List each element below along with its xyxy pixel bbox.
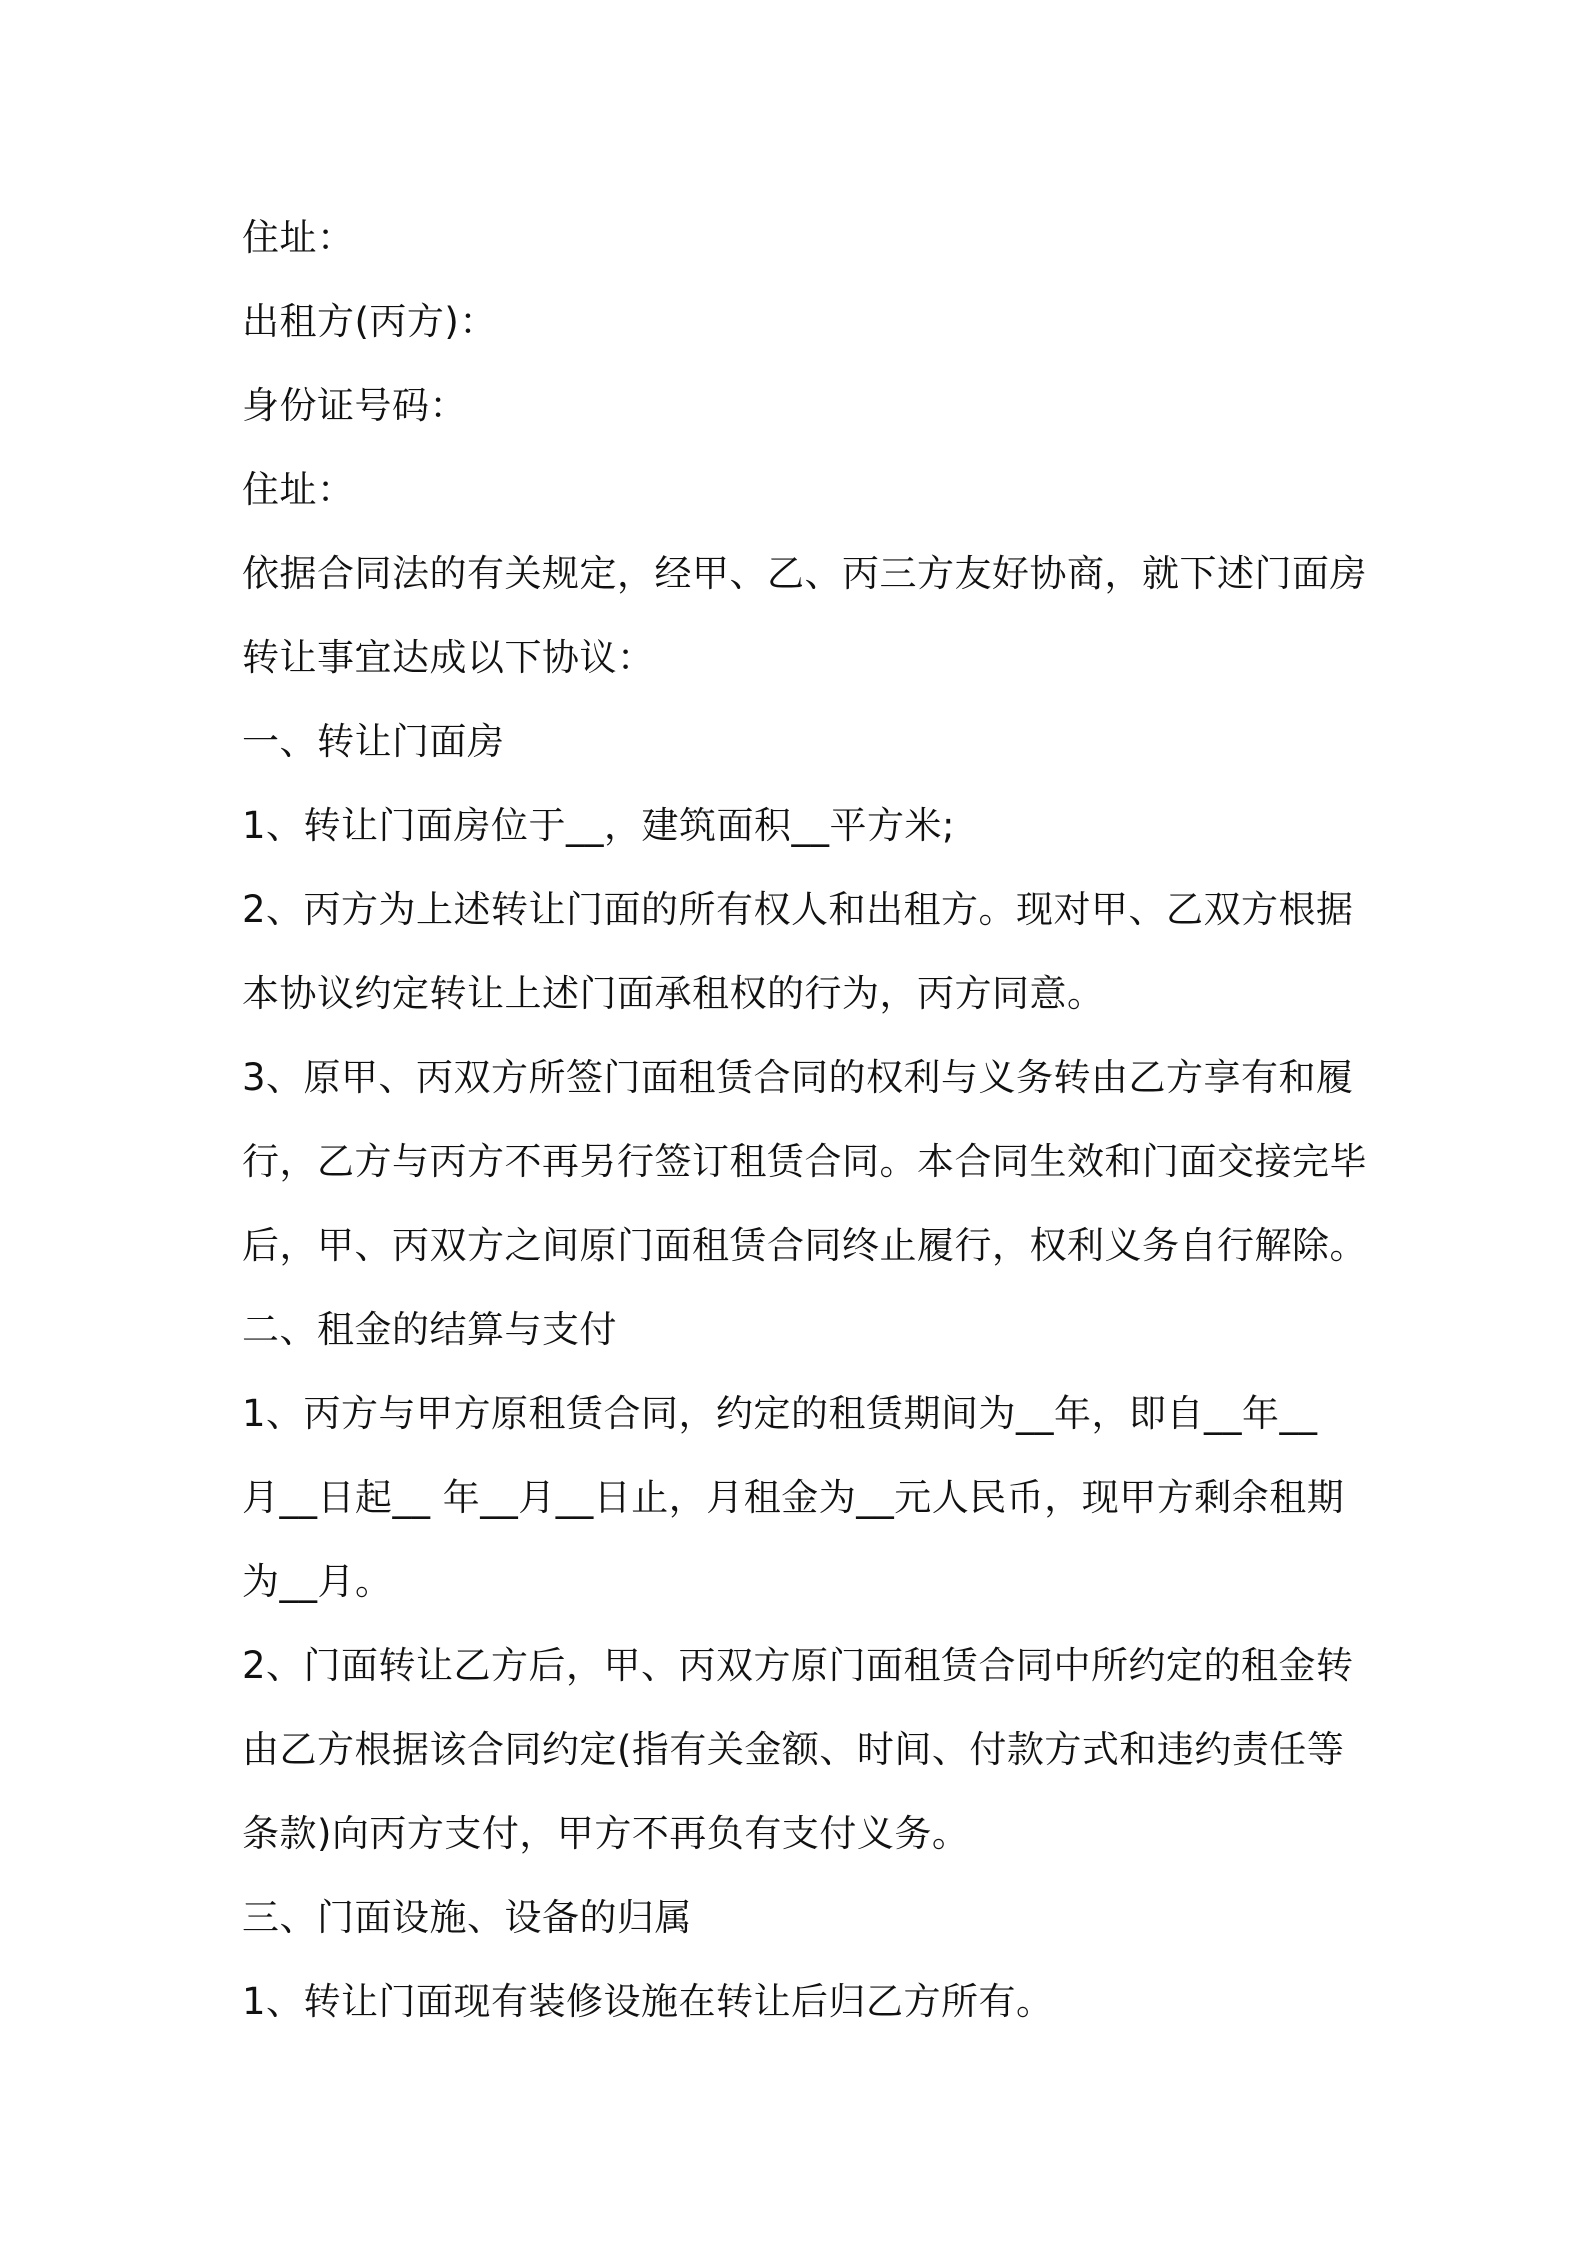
preamble-line-2: 转让事宜达成以下协议： xyxy=(242,636,655,679)
field-lessor-line: 出租方(丙方)： xyxy=(242,300,497,343)
clause-1-2-line-2: 本协议约定转让上述门面承租权的行为，丙方同意。 xyxy=(242,972,1105,1015)
clause-3-1: 1、转让门面现有装修设施在转让后归乙方所有。 xyxy=(242,1980,1054,2023)
clause-2-1-line-2: 月__日起__ 年__月__日止，月租金为__元人民币，现甲方剩余租期 xyxy=(242,1476,1345,1519)
section-heading-2: 二、租金的结算与支付 xyxy=(242,1308,617,1351)
clause-2-2-line-1: 2、门面转让乙方后，甲、丙双方原门面租赁合同中所约定的租金转 xyxy=(242,1644,1354,1687)
field-address-line: 住址： xyxy=(242,216,355,259)
contract-text xyxy=(242,196,1367,2044)
clause-1-3-line-1: 3、原甲、丙双方所签门面租赁合同的权利与义务转由乙方享有和履 xyxy=(242,1056,1354,1099)
clause-2-2-line-2: 由乙方根据该合同约定(指有关金额、时间、付款方式和违约责任等 xyxy=(242,1728,1345,1771)
clause-1-3-line-2: 行，乙方与丙方不再另行签订租赁合同。本合同生效和门面交接完毕 xyxy=(242,1140,1367,1183)
field-address-line-2: 住址： xyxy=(242,468,355,511)
clause-2-1-line-1: 1、丙方与甲方原租赁合同，约定的租赁期间为__年，即自__年__ xyxy=(242,1392,1318,1435)
clause-1-3-line-3: 后，甲、丙双方之间原门面租赁合同终止履行，权利义务自行解除。 xyxy=(242,1224,1367,1267)
clause-2-1-line-3: 为__月。 xyxy=(242,1560,393,1603)
section-heading-1: 一、转让门面房 xyxy=(242,720,505,763)
field-id-number-line: 身份证号码： xyxy=(242,384,467,427)
section-heading-3: 三、门面设施、设备的归属 xyxy=(242,1896,692,1939)
clause-2-2-line-3: 条款)向丙方支付，甲方不再负有支付义务。 xyxy=(242,1812,970,1855)
clause-1-1: 1、转让门面房位于__，建筑面积__平方米; xyxy=(242,804,956,847)
clause-1-2-line-1: 2、丙方为上述转让门面的所有权人和出租方。现对甲、乙双方根据 xyxy=(242,888,1354,931)
preamble-line-1: 依据合同法的有关规定，经甲、乙、丙三方友好协商，就下述门面房 xyxy=(242,552,1367,595)
